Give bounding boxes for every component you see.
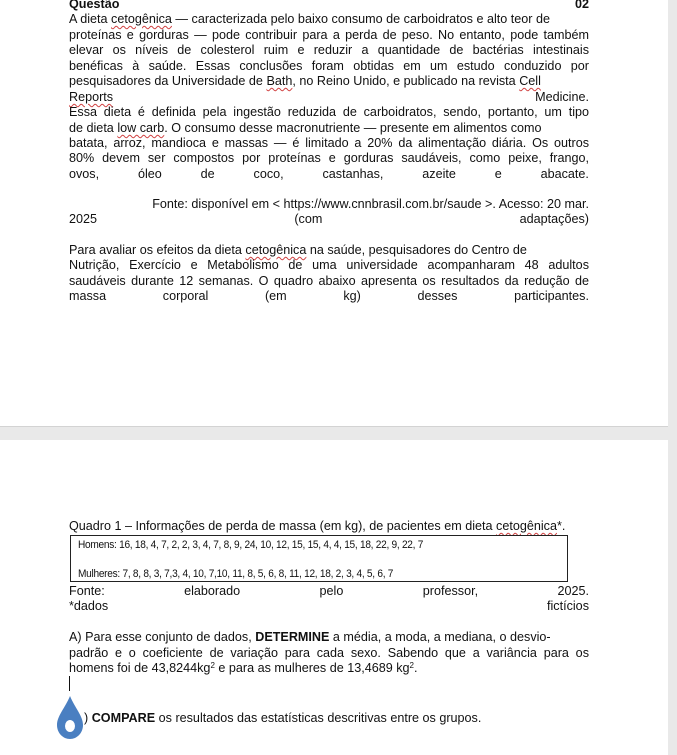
p1-line6: Reports Medicine. xyxy=(69,90,589,104)
question-a-line3: homens foi de $43,8244kg^2$ e para as mulheres de 13,4689 $kg^2$. xyxy=(69,661,418,675)
source-line1: Fonte: disponível em < https://www.cnnbrasil.com.br/saude >. Acesso: 20 mar. xyxy=(152,197,589,211)
page-separator xyxy=(0,426,668,427)
p2-line1: Essa dieta é definida pela ingestão reduzida de carboidratos, sendo, portanto, um tipo xyxy=(69,105,589,119)
quadro-homens: Homens: 16, 18, 4, 7, 2, 2, 3, 4, 7, 8, 9, 24, 10, 12, 15, 15, 4, 4, 15, 18, 22, 9, 22, 7 xyxy=(78,539,424,551)
water-drop-icon[interactable] xyxy=(56,694,84,740)
question-a-line2: padrão e o coeficiente de variação para cada sexo. Sabendo que a variância para os xyxy=(69,646,589,660)
question-number: 02 xyxy=(574,0,589,11)
spell-error[interactable]: cetogênica xyxy=(245,243,307,257)
p2-line5: ovos, óleo de coco, castanhas, azeite e abacate. xyxy=(69,167,589,181)
question-header xyxy=(69,0,589,12)
quadro-table xyxy=(70,535,568,582)
p1-line2: proteínas e gorduras — pode contribuir para a perda de peso. No entanto, pode também xyxy=(69,28,589,42)
quadro-dados: *dados fictícios xyxy=(69,599,589,613)
p2-line4: 80% devem ser compostos por proteínas e gorduras saudáveis, como peixe, frango, xyxy=(69,151,589,165)
p1-line3: elevar os níveis de colesterol ruim e reduzir a quantidade de bactérias intestinais xyxy=(69,43,589,57)
spell-error[interactable]: low carb xyxy=(117,121,165,135)
quadro-mulheres: Mulheres: 7, 8, 8, 3, 7,3, 4, 10, 7,10, 11, 8, 5, 6, 8, 11, 12, 18, 2, 3, 4, 5, 6, 7 xyxy=(78,568,394,580)
spell-error[interactable]: cetogênica xyxy=(111,12,172,26)
question-b-line: ) COMPARE os resultados das estatísticas descritivas entre os grupos. xyxy=(84,711,482,725)
spell-error[interactable]: cetogênica xyxy=(496,519,557,533)
question-a-line1: A) Para esse conjunto de dados, DETERMINE a média, a moda, a mediana, o desvio- xyxy=(69,630,551,644)
question-title: Questão xyxy=(69,0,120,11)
spell-error[interactable]: Cell xyxy=(519,74,541,88)
p3-line4: massa corporal (em kg) desses participantes. xyxy=(69,289,589,303)
p2-line3: batata, arroz, mandioca e massas — é limitado a 20% da alimentação diária. Os outros xyxy=(69,136,589,150)
text-cursor xyxy=(69,676,70,691)
p1-line5: pesquisadores da Universidade de Bath, no Reino Unido, e publicado na revista Cell xyxy=(69,74,541,88)
spell-error[interactable]: Bath xyxy=(266,74,293,88)
p2-line2: de dieta low carb. O consumo desse macronutriente — presente em alimentos como xyxy=(69,121,542,135)
quadro-caption: Quadro 1 – Informações de perda de massa (em kg), de pacientes em dieta cetogênica*. xyxy=(69,519,566,533)
p3-line2: Nutrição, Exercício e Metabolismo de uma universidade acompanharam 48 adultos xyxy=(69,258,589,272)
p1-line1: A dieta cetogênica — caracterizada pelo baixo consumo de carboidratos e alto teor de xyxy=(69,12,550,26)
p3-line1: Para avaliar os efeitos da dieta cetogênica na saúde, pesquisadores do Centro de xyxy=(69,243,527,257)
spell-error[interactable]: Reports xyxy=(69,90,114,104)
p3-line3: saudáveis durante 12 semanas. O quadro abaixo apresenta os resultados da redução de xyxy=(69,274,589,288)
p1-line4: benéficas à saúde. Essas conclusões foram obtidas em um estudo conduzido por xyxy=(69,59,589,73)
quadro-fonte: Fonte: elaborado pelo professor, 2025. xyxy=(69,584,589,598)
source-line2: 2025 (com adaptações) xyxy=(69,212,589,226)
